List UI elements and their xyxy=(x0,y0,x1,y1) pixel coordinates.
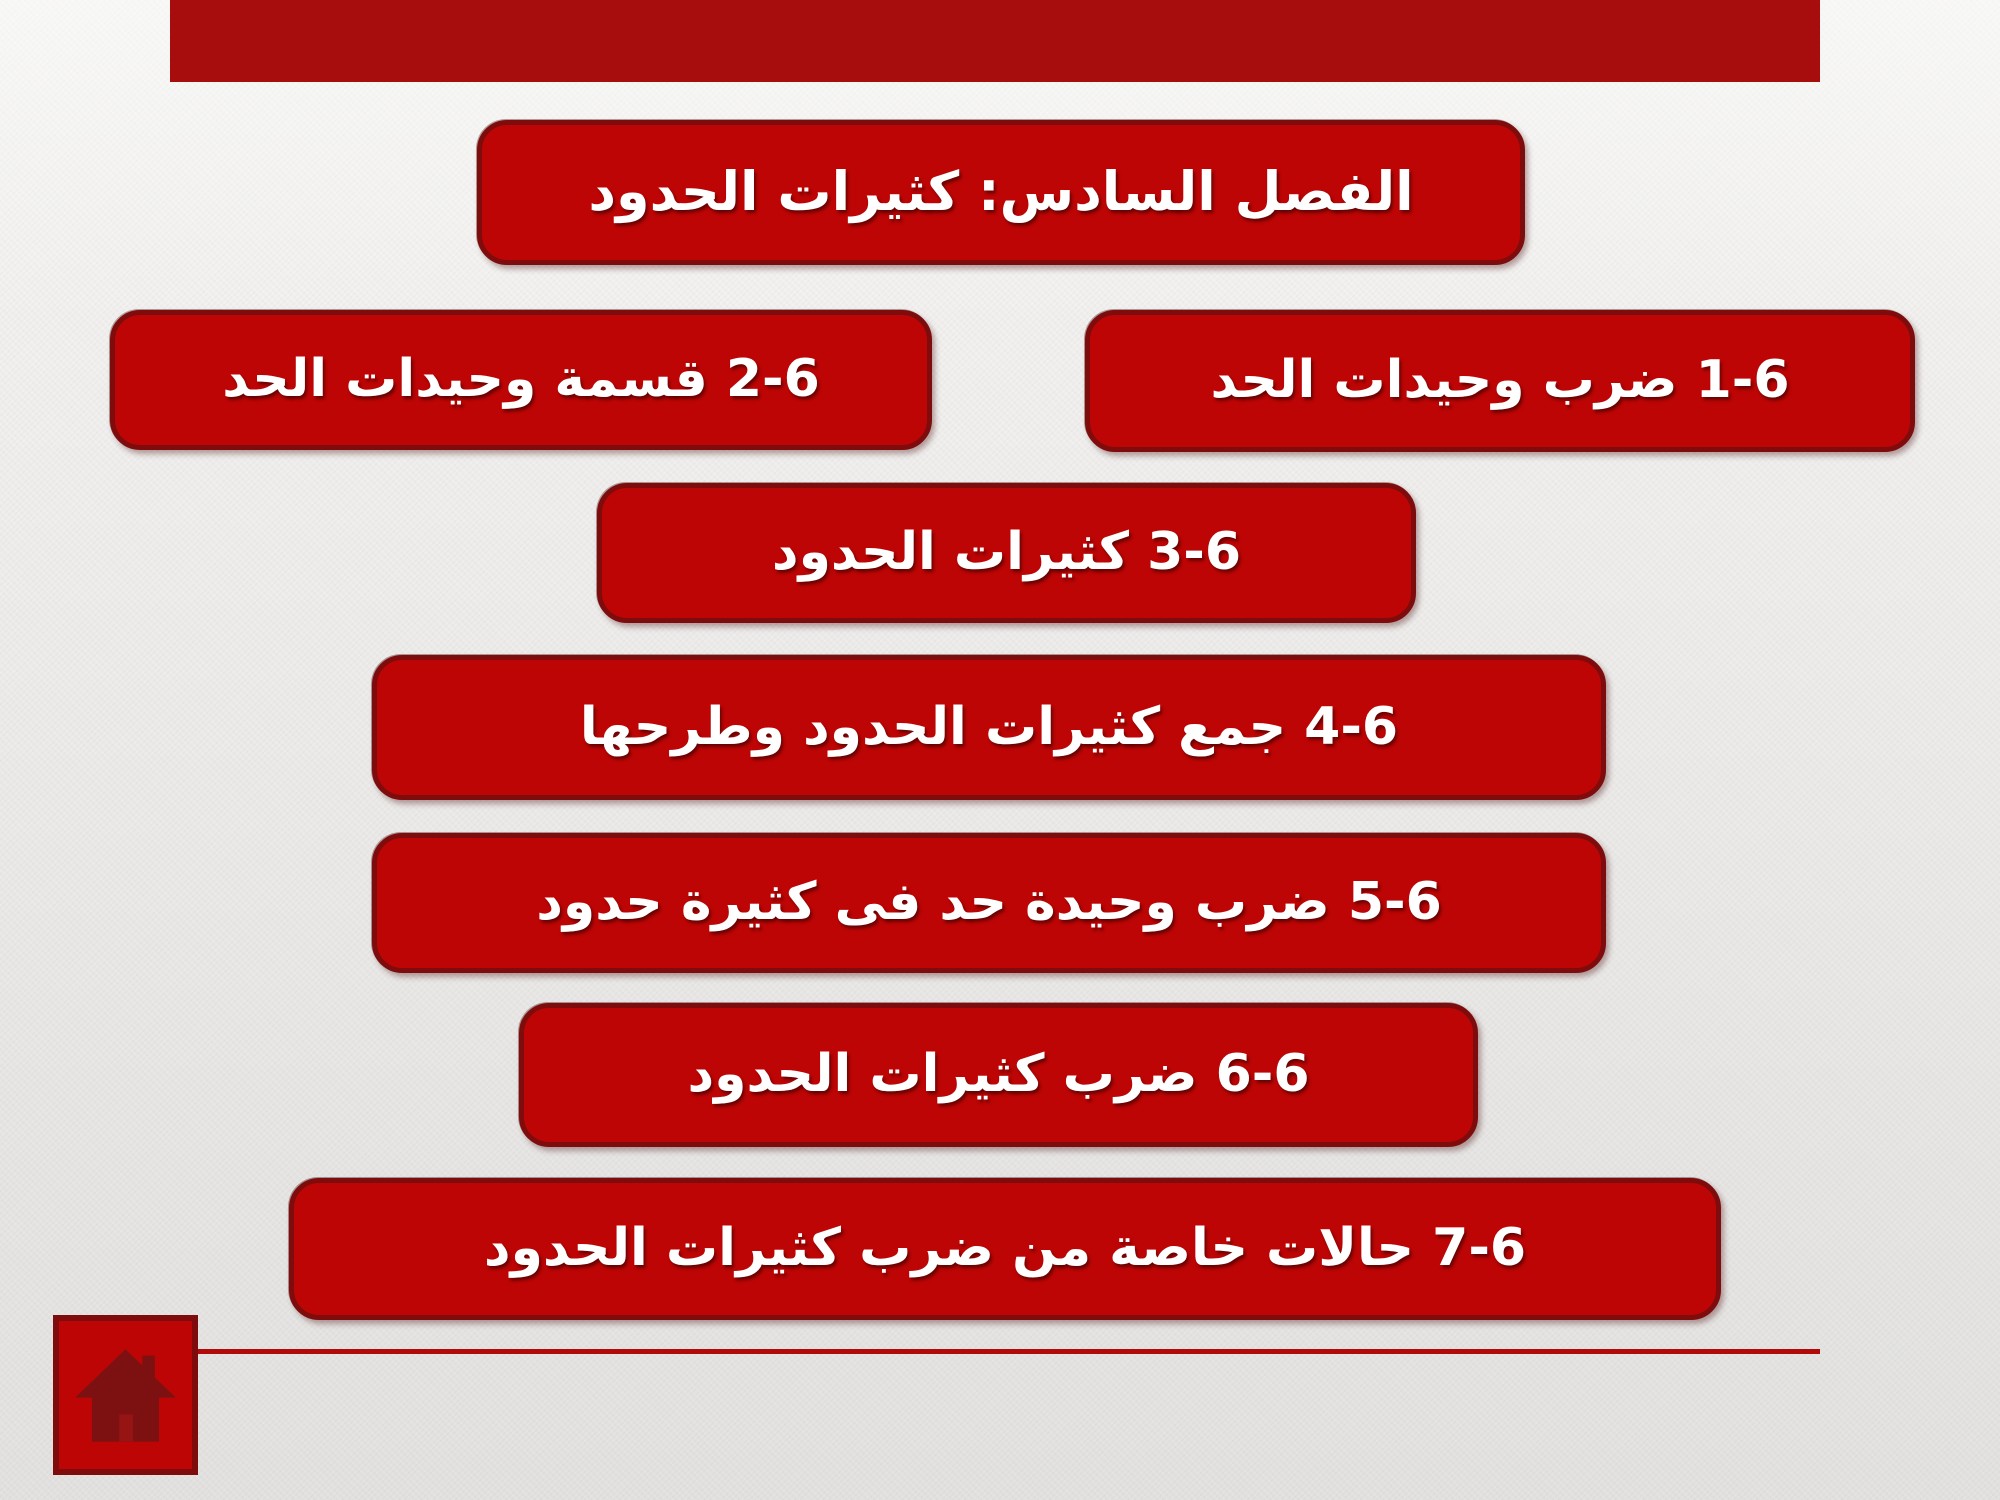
lesson-button-6-5[interactable] xyxy=(372,833,1606,973)
chapter-title xyxy=(477,120,1525,265)
footer-divider-line xyxy=(198,1349,1820,1354)
lesson-button-6-4[interactable] xyxy=(372,655,1606,800)
lesson-button-6-7[interactable] xyxy=(289,1178,1721,1320)
home-button[interactable] xyxy=(53,1315,198,1475)
lesson-6-6-label: 6-6 ضرب كثيرات الحدود xyxy=(687,1044,1310,1105)
lesson-button-6-2[interactable] xyxy=(110,310,932,450)
top-accent-bar xyxy=(170,0,1820,82)
lesson-6-2-label: 2-6 قسمة وحيدات الحد xyxy=(222,349,820,410)
lesson-6-4-label: 4-6 جمع كثيرات الحدود وطرحها xyxy=(579,696,1399,757)
lesson-6-1-label: 1-6 ضرب وحيدات الحد xyxy=(1210,350,1790,411)
lesson-button-6-3[interactable] xyxy=(597,483,1416,623)
lesson-6-7-label: 7-6 حالات خاصة من ضرب كثيرات الحدود xyxy=(483,1218,1527,1279)
home-icon xyxy=(73,1343,178,1448)
lesson-button-6-6[interactable] xyxy=(519,1003,1478,1147)
chapter-title-label: الفصل السادس: كثيرات الحدود xyxy=(588,160,1414,224)
lesson-button-6-1[interactable] xyxy=(1085,310,1915,452)
lesson-6-3-label: 3-6 كثيرات الحدود xyxy=(771,522,1242,583)
lesson-6-5-label: 5-6 ضرب وحيدة حد فى كثيرة حدود xyxy=(536,872,1442,933)
